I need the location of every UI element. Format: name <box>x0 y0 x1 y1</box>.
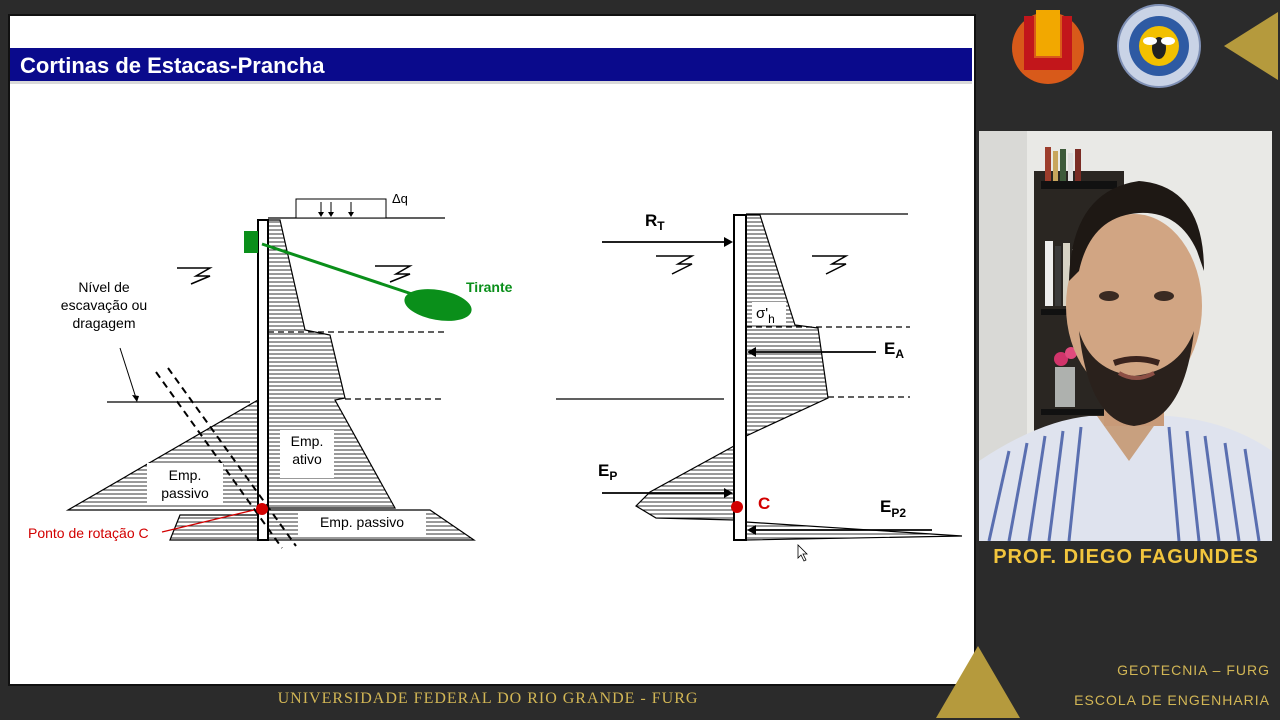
passive-pressure-right <box>636 446 734 520</box>
emp-ativo-line-2: ativo <box>292 451 322 467</box>
escola-engenharia-seal-icon <box>1116 3 1202 89</box>
sheet-pile-wall-left <box>258 220 268 540</box>
rotation-point-left <box>256 503 268 515</box>
nivel-line-3: dragagem <box>72 315 136 331</box>
footer-escola: ESCOLA DE ENGENHARIA <box>1074 692 1270 708</box>
presenter-name: PROF. DIEGO FAGUNDES <box>993 546 1259 568</box>
sigma-h-label: $\sigma'_h$ <box>756 305 775 326</box>
emp-ativo-line-1: Emp. <box>290 433 324 449</box>
active-pressure-right <box>746 215 828 436</box>
tirante-label: Tirante <box>466 279 513 295</box>
footer-geotecnia: GEOTECNIA – FURG <box>1117 662 1270 678</box>
mouse-cursor-icon <box>798 545 807 561</box>
ep-label: $E_P$ <box>598 461 618 483</box>
ep2-label: $E_{P2}$ <box>880 497 907 520</box>
footer-university: UNIVERSIDADE FEDERAL DO RIO GRANDE - FURG <box>277 690 699 707</box>
anchor-block <box>402 284 474 325</box>
furg-logo-icon <box>1004 6 1094 86</box>
c-label: C <box>758 494 771 513</box>
nivel-line-2: escavação ou <box>60 297 148 313</box>
passive-pressure-ep2 <box>746 522 962 540</box>
presenter-video <box>979 131 1272 541</box>
emp-passivo-1-line-2: passivo <box>161 485 209 501</box>
sheet-pile-wall-right <box>734 215 746 540</box>
delta-q-label: Δq <box>392 191 408 206</box>
emp-passivo-1-line-1: Emp. <box>168 467 202 483</box>
anchor-plate <box>244 231 258 253</box>
nivel-line-1: Nível de <box>78 279 130 295</box>
ea-label: $E_A$ <box>884 339 905 361</box>
left-diagram <box>68 199 474 548</box>
rt-label: $R_T$ <box>645 211 665 233</box>
rotation-point-right <box>731 501 743 513</box>
ponto-rotacao-label: Ponto de rotação C <box>28 525 149 541</box>
triangle-top-right <box>1224 12 1278 80</box>
emp-passivo-2: Emp. passivo <box>319 514 405 530</box>
slide-title: Cortinas de Estacas-Prancha <box>10 48 972 84</box>
